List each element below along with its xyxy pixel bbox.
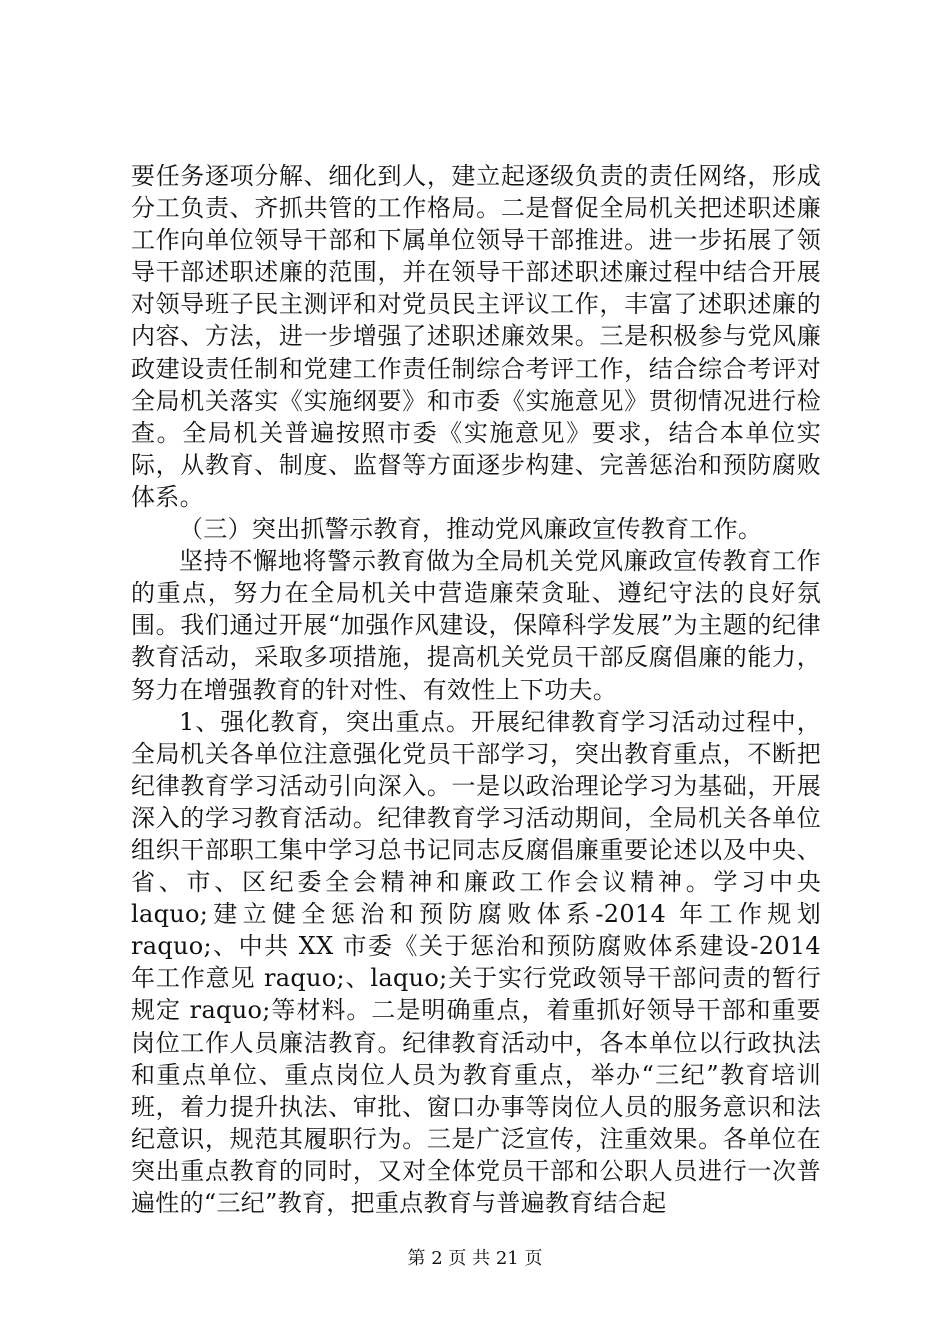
section-heading: （三）突出抓警示教育，推动党风廉政宣传教育工作。 [179,515,763,544]
page-number-footer: 第 2 页 共 21 页 [407,1248,543,1269]
paragraph-warning-education: 坚持不懈地将警示教育做为全局机关党风廉政宣传教育工作的重点，努力在全局机关中营造廉荣贪耻、遵纪守法的良好氛围。我们通过开展“加强作风建设，保障科学发展”为主题的纪律教育活动，采取多项措施，提高机关党员干部反腐倡廉的能力，努力在增强教育的针对性、有效性上下功夫。 [131,547,821,704]
document-body [131,160,821,1219]
paragraph-continuation: 要任务逐项分解、细化到人，建立起逐级负责的责任网络，形成分工负责、齐抓共管的工作格局。二是督促全局机关把述职述廉工作向单位领导干部和下属单位领导干部推进。进一步拓展了领导干部述职述廉的范围，并在领导干部述职述廉过程中结合开展对领导班子民主测评和对党员民主评议工作，丰富了述职述廉的内容、方法，进一步增强了述职述廉效果。三是积极参与党风廉政建设责任制和党建工作责任制综合考评工作，结合综合考评对全局机关落实《实施纲要》和市委《实施意见》贯彻情况进行检查。全局机关普遍按照市委《实施意见》要求，结合本单位实际，从教育、制度、监督等方面逐步构建、完善惩治和预防腐败体系。 [131,162,821,511]
paragraph-strengthen-education: 1、强化教育，突出重点。开展纪律教育学习活动过程中，全局机关各单位注意强化党员干部学习，突出教育重点，不断把纪律教育学习活动引向深入。一是以政治理论学习为基础，开展深入的学习教育活动。纪律教育学习活动期间，全局机关各单位组织干部职工集中学习总书记同志反腐倡廉重要论述以及中央、省、市、区纪委全会精神和廉政工作会议精神。学习中央 laquo;建立健全惩治和预防腐败体系-2014 年工作规划 raquo;、中共 XX 市委《关于惩治和预防腐败体系建设-2014 年工作意见 raquo;、laquo;关于实行党政领导干部问责的暂行规定 raquo;等材料。二是明确重点，着重抓好领导干部和重要岗位工作人员廉洁教育。纪律教育活动中，各本单位以行政执法和重点单位、重点岗位人员为教育重点，举办“三纪”教育培训班，着力提升执法、审批、窗口办事等岗位人员的服务意识和法纪意识，规范其履职行为。三是广泛宣传，注重效果。各单位在突出重点教育的同时，又对全体党员干部和公职人员进行一次普遍性的“三纪”教育，把重点教育与普遍教育结合起 [131,707,821,1217]
